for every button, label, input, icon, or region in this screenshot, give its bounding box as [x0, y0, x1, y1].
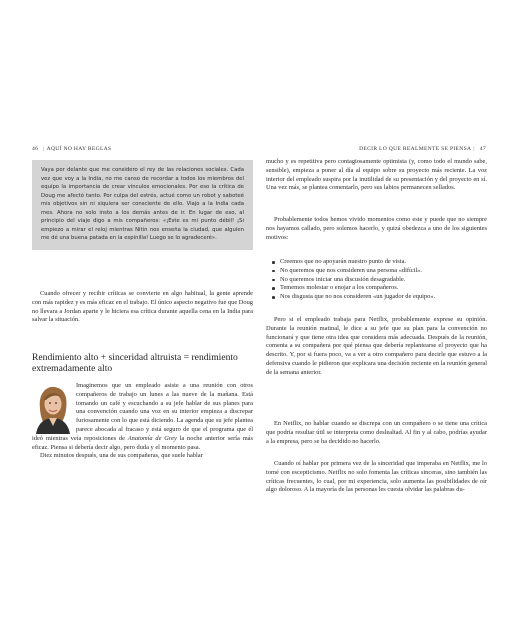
list-item: Tememos molestar o enojar a los compañeros.	[270, 284, 487, 293]
woman-portrait-icon	[32, 382, 72, 434]
running-head-left: 46 | AQUÍ NO HAY REGLAS	[32, 146, 112, 152]
reasons-list	[270, 258, 487, 302]
right-paragraph-4: En Netflix, no hablar cuando se discrepa con un compañero o se tiene una crítica que podría resultar útil se interpreta como deslealtad. Al fin y al cabo, podrías ayudar a la empresa, pero se ha decidido no hacerlo.	[266, 420, 487, 445]
left-paragraph-2: Imaginemos que un empleado asiste a una reunión con otros compañeros de trabajo un lunes a las nueve de la mañana. Está tomando un café y escuchando a su jefe hablar de sus planes para una convención cuando una voz en su interior empieza a discrepar furiosamente con lo que está diciendo. La agenda que su jefe plantea parece abocada al fracaso y está seguro de que el programa que él ideó mientras veía reposiciones de Anatomía de Grey la noche anterior sería más eficaz. Piensa si debería decir algo, pero duda y el momento pasa. Diez minutos después, una de sus compañeras, que suele hablar	[32, 382, 253, 460]
section-heading: Rendimiento alto + sinceridad altruista = rendimiento extremadamente alto	[32, 352, 238, 374]
running-head-right-title: DECIR LO QUE REALMENTE SE PIENSA	[359, 146, 472, 152]
list-item: No queremos que nos consideren una persona «difícil».	[270, 267, 487, 276]
page-number-right: 47	[479, 146, 486, 152]
list-item: No queremos iniciar una discusión desagradable.	[270, 276, 487, 285]
right-paragraph-2: Probablemente todos hemos vivido momentos como este y puede que no siempre nos hayamos callado, pero solemos hacerlo, y quizá obedezca a uno de los siguientes motivos:	[266, 216, 487, 241]
left-paragraph-3: Diez minutos después, una de sus compañeras, que suele hablar	[40, 452, 203, 460]
bullet-icon	[272, 261, 275, 264]
left-paragraph-1: Cuando ofrecer y recibir críticas se convierte en algo habitual, la gente aprende con más rapidez y es más eficaz en el trabajo. El único aspecto negativo fue que Doug no llevara a Jordan aparte y le hiciera esa crítica durante aquella cena en la India para salvar la situación.	[32, 290, 253, 324]
running-head-right: DECIR LO QUE REALMENTE SE PIENSA | 47	[359, 146, 486, 152]
right-paragraph-1: mucho y es repetitiva pero contagiosamente optimista (y, como todo el mundo sabe, sensible), empieza a poner al día al equipo sobre su proyecto más reciente. La voz interior del empleado suspira por la inutilidad de su presentación y del proyecto en sí. Una vez más, se plantea comentarlo, pero sus labios permanecen sellados.	[266, 158, 487, 192]
list-item: Nos disgusta que no nos consideren «un jugador de equipo».	[270, 293, 487, 302]
right-paragraph-3: Pero si el empleado trabaja para Netflix, probablemente exprese su opinión. Durante la reunión matinal, le dice a su jefe que su plan para la convención no funcionará y que tiene otra idea que considera más adecuada. Después de la reunión, comenta a su compañera por qué piensa que debería replantearse el proyecto que ha descrito. Y, por si fuera poco, va a ver a otro compañero para decirle que estuvo a la defensiva cuando le pidieron que explicara una decisión reciente en la reunión general de la semana anterior.	[266, 316, 487, 376]
page-number-left: 46	[32, 146, 39, 152]
bullet-icon	[272, 287, 275, 290]
callout-box: Vaya por delante que me considero el rey de las relaciones sociales. Cada vez que voy a la India, no me canso de recordar a todos los miembros del equipo la importancia de crear vínculos emocionales. Por eso la crítica de Doug me afectó tanto. Por culpa del estrés, actué como un robot y saboteé mis objetivos sin ni siquiera ser consciente de ello. Viajo a la India cada mes. Ahora no solo insto a los demás antes de ir. En lugar de eso, al principio del viaje digo a mis compañeros: «¡Este es mi punto débil! ¡Si empiezo a mirar el reloj mientras Nitin nos enseña la ciudad, que alguien me dé una buena patada en la espinilla! Luego se lo agradeceré».	[32, 160, 253, 250]
bullet-icon	[272, 296, 275, 299]
list-item: Creemos que no apoyarán nuestro punto de vista.	[270, 258, 487, 267]
bullet-icon	[272, 270, 275, 273]
running-head-left-title: AQUÍ NO HAY REGLAS	[46, 146, 112, 152]
bullet-icon	[272, 279, 275, 282]
right-paragraph-5: Cuando oí hablar por primera vez de la sinceridad que imperaba en Netflix, me lo tomé con escepticismo. Netflix no solo fomenta las críticas sinceras, sino también las críticas frecuentes, lo cual, por mi experiencia, solo aumenta las posibilidades de oír algo doloroso. A la mayoría de las personas les cuesta olvidar las palabras du-	[266, 460, 487, 494]
